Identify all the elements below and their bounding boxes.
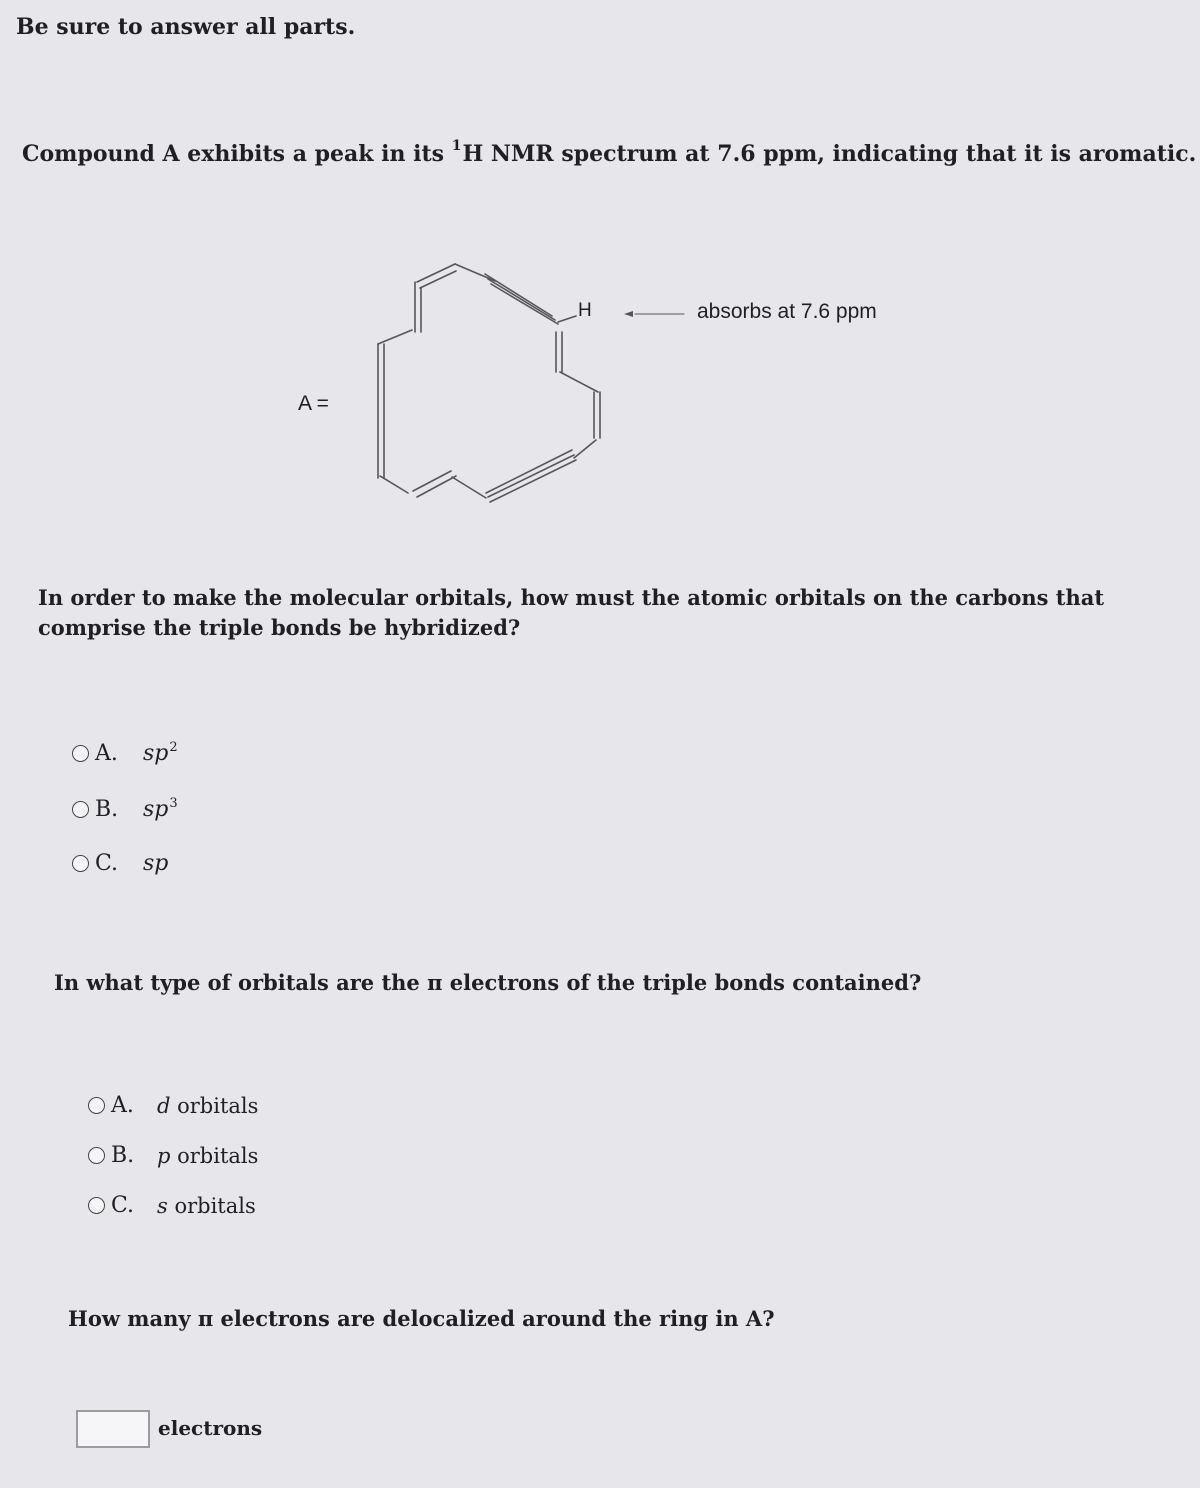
absorption-annotation: absorbs at 7.6 ppm — [697, 300, 877, 323]
q2-option-c-letter: C. — [111, 1193, 135, 1218]
compound-label: A = — [298, 392, 329, 415]
q1-option-b-radio[interactable] — [72, 801, 89, 818]
q1-option-a-letter: A. — [95, 740, 118, 766]
intro-superscript: 1 — [451, 138, 462, 154]
question-1-text: In order to make the molecular orbitals, how must the atomic orbitals on the carbons that comprise the triple bonds be hybridized? — [38, 585, 1105, 640]
q1-option-c-radio[interactable] — [72, 855, 89, 872]
intro-after: H NMR spectrum at 7.6 ppm, indicating that it is aromatic. — [462, 141, 1197, 167]
q1-option-a-value: $sp^2$ — [143, 740, 178, 766]
q1-option-b[interactable] — [72, 796, 178, 822]
q2-option-a[interactable] — [88, 1093, 258, 1118]
q2-option-a-value: d orbitals — [157, 1093, 259, 1118]
q1-option-c-letter: C. — [95, 850, 119, 876]
electrons-unit-label: electrons — [158, 1416, 263, 1440]
molecule-structure-diagram — [280, 250, 940, 510]
q1-option-b-letter: B. — [95, 796, 119, 822]
hydrogen-label: H — [578, 300, 592, 321]
q1-option-b-value: $sp^3$ — [143, 796, 178, 822]
question-2-text: In what type of orbitals are the π electrons of the triple bonds contained? — [54, 970, 922, 995]
q2-option-b[interactable] — [88, 1143, 258, 1168]
q2-option-a-letter: A. — [111, 1093, 134, 1118]
q2-option-b-letter: B. — [111, 1143, 135, 1168]
q2-option-b-radio[interactable] — [88, 1147, 105, 1164]
q1-option-a[interactable] — [72, 740, 178, 766]
q2-option-b-value: p orbitals — [157, 1143, 259, 1168]
intro-before: Compound A exhibits a peak in its — [22, 141, 452, 167]
q1-option-a-radio[interactable] — [72, 745, 89, 762]
q1-option-c-value: sp — [143, 851, 169, 876]
q1-option-c[interactable] — [72, 850, 169, 876]
question-3-text: How many π electrons are delocalized around the ring in A? — [68, 1306, 775, 1331]
q2-option-c-value: s orbitals — [157, 1193, 256, 1218]
instructions-text: Be sure to answer all parts. — [16, 14, 356, 40]
q2-option-c-radio[interactable] — [88, 1197, 105, 1214]
q2-option-a-radio[interactable] — [88, 1097, 105, 1114]
electron-count-input[interactable] — [76, 1410, 150, 1448]
q2-option-c[interactable] — [88, 1193, 256, 1218]
intro-text — [22, 138, 1196, 167]
